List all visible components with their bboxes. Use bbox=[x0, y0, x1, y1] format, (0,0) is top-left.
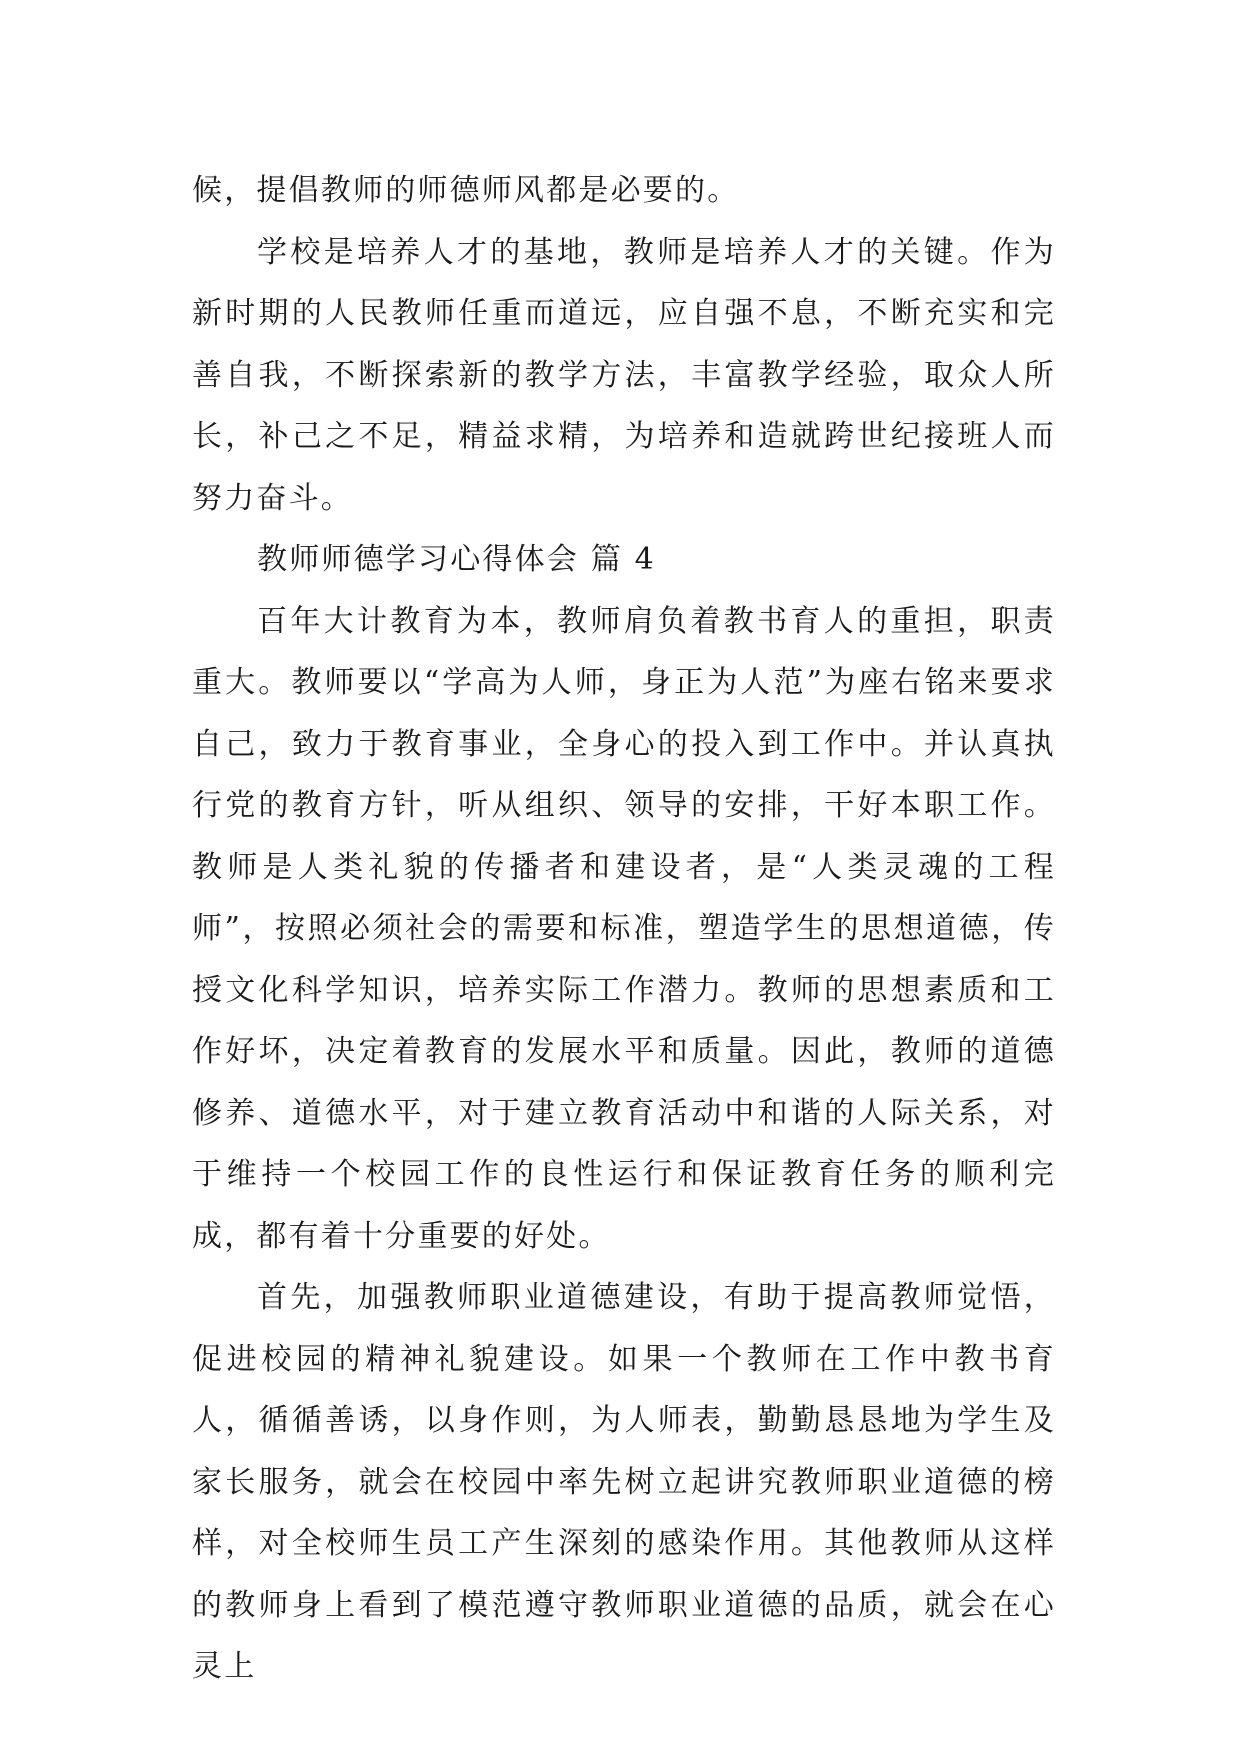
paragraph-school-talent: 学校是培养人才的基地，教师是培养人才的关键。作为新时期的人民教师任重而道远，应自强不息，不断充实和完善自我，不断探索新的教学方法，丰富教学经验，取众人所长，补己之不足，精益求精，为培养和造就跨世纪接班人而努力奋斗。 bbox=[192, 234, 1056, 516]
document-body bbox=[192, 160, 1056, 1698]
paragraph-continued: 候，提倡教师的师德师风都是必要的。 bbox=[192, 173, 740, 208]
paragraph-education-foundation: 百年大计教育为本，教师肩负着教书育人的重担，职责重大。教师要以“学高为人师，身正为人范”为座右铭来要求自己，致力于教育事业，全身心的投入到工作中。并认真执行党的教育方针，听从组织、领导的安排，干好本职工作。教师是人类礼貌的传播者和建设者，是“人类灵魂的工程师”，按照必须社会的需要和标准，塑造学生的思想道德，传授文化科学知识，培养实际工作潜力。教师的思想素质和工作好坏，决定着教育的发展水平和质量。因此，教师的道德修养、道德水平，对于建立教育活动中和谐的人际关系，对于维持一个校园工作的良性运行和保证教育任务的顺利完成，都有着十分重要的好处。 bbox=[192, 603, 1056, 1254]
section-heading: 教师师德学习心得体会 篇 4 bbox=[257, 542, 656, 577]
paragraph-first-point: 首先，加强教师职业道德建设，有助于提高教师觉悟，促进校园的精神礼貌建设。如果一个教师在工作中教书育人，循循善诱，以身作则，为人师表，勤勤恳恳地为学生及家长服务，就会在校园中率先树立起讲究教师职业道德的榜样，对全校师生员工产生深刻的感染作用。其他教师从这样的教师身上看到了模范遵守教师职业道德的品质，就会在心灵上 bbox=[192, 1280, 1056, 1684]
